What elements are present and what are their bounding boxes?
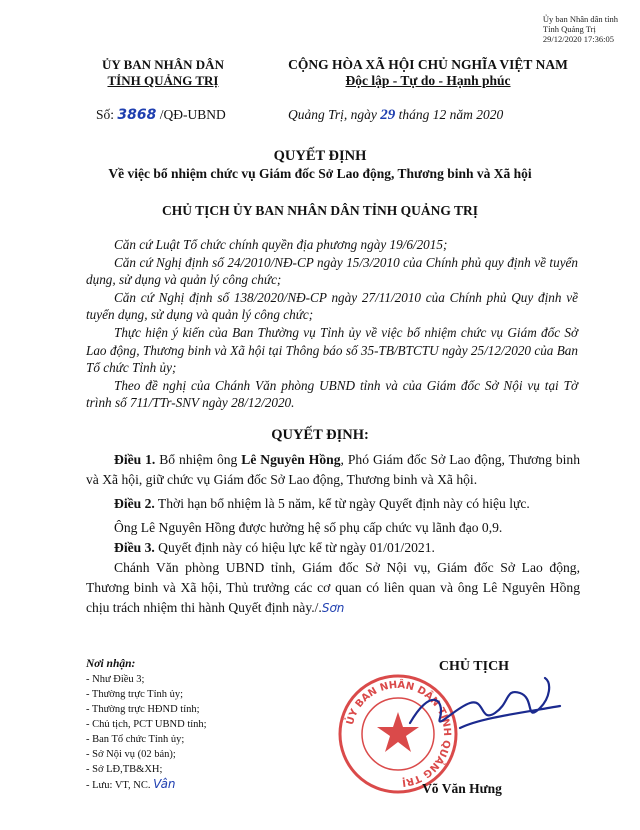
appointee-name: Lê Nguyên Hồng xyxy=(241,452,341,467)
article-2-label: Điều 2. xyxy=(114,496,155,511)
recipient-item: - Thường trực HĐND tỉnh; xyxy=(86,704,200,715)
legal-basis-item: Thực hiện ý kiến của Ban Thường vụ Tỉnh ủy về việc bổ nhiệm chức vụ Giám đốc Sở Lao động, Thương binh và Xã hội tại Thông báo số 35-TB/BTCTU ngày 25/12/2020 của Ban Tổ chức Tỉnh ủy; xyxy=(86,324,578,376)
stamp-line-1: Ủy ban Nhân dân tỉnh xyxy=(542,14,618,24)
legal-basis-item: Căn cứ Nghị định số 24/2010/NĐ-CP ngày 15/3/2010 của Chính phủ quy định về tuyển dụng, sử dụng và quản lý công chức; xyxy=(86,254,578,288)
legal-bases xyxy=(86,236,578,412)
article-3-extra xyxy=(86,558,580,618)
article-1-label: Điều 1. xyxy=(114,452,156,467)
doc-no-suffix: /QĐ-UBND xyxy=(159,107,226,122)
article-3-text: Quyết định này có hiệu lực kể từ ngày 01/01/2021. xyxy=(154,540,435,555)
article-2 xyxy=(86,494,580,514)
document-subject: Về việc bổ nhiệm chức vụ Giám đốc Sở Lao động, Thương binh và Xã hội xyxy=(108,166,532,181)
archive-initials: Vân xyxy=(153,777,176,791)
org-line-2: TỈNH QUẢNG TRỊ xyxy=(107,73,219,88)
recipient-item: - Như Điều 3; xyxy=(86,674,145,685)
decision-heading: QUYẾT ĐỊNH: xyxy=(271,427,369,443)
article-1 xyxy=(86,450,580,490)
doc-no-value: 3868 xyxy=(117,107,157,123)
legal-basis-item: Theo đề nghị của Chánh Văn phòng UBND tỉnh và của Giám đốc Sở Nội vụ tại Tờ trình số 711/TTr-SNV ngày 28/12/2020. xyxy=(86,377,578,411)
recipient-item-text: - Lưu: VT, NC. xyxy=(86,780,151,791)
signer-title: CHỦ TỊCH xyxy=(438,659,510,674)
issuing-authority xyxy=(88,57,238,89)
doc-no-prefix: Số: xyxy=(96,107,115,122)
recipient-item: - Ban Tổ chức Tỉnh ủy; xyxy=(86,734,185,745)
place-date xyxy=(288,107,503,124)
article-3-extra-text: Chánh Văn phòng UBND tỉnh, Giám đốc Sở Nội vụ, Giám đốc Sở Lao động, Thương binh và Xã hội, Thủ trưởng các cơ quan có liên quan và ông Lê Nguyên Hồng chịu trách nhiệm thi hành Quyết định này./. xyxy=(86,560,580,615)
place-date-day: 29 xyxy=(380,107,396,123)
document-number xyxy=(96,107,226,123)
org-line-1: ỦY BAN NHÂN DÂN xyxy=(102,57,224,72)
decision-articles xyxy=(86,450,580,618)
national-title xyxy=(258,57,598,89)
article-3 xyxy=(86,538,580,558)
article-2-extra: Ông Lê Nguyên Hồng được hưởng hệ số phụ cấp chức vụ lãnh đạo 0,9. xyxy=(114,520,503,535)
recipient-item: - Chủ tịch, PCT UBND tỉnh; xyxy=(86,719,207,730)
national-motto: Độc lập - Tự do - Hạnh phúc xyxy=(345,73,511,88)
signature-icon xyxy=(400,668,570,748)
handwritten-initials: Sơn xyxy=(321,601,345,615)
article-1-pre: Bổ nhiệm ông xyxy=(155,452,242,467)
place-date-prefix: Quảng Trị, ngày xyxy=(288,107,377,122)
recipient-item xyxy=(86,777,207,793)
stamp-line-2: Tỉnh Quảng Trị xyxy=(542,24,596,34)
article-1-post: , Phó Giám đốc Sở Lao động, Thương binh và Xã hội, giữ chức vụ Giám đốc Sở Lao động, Thương binh và Xã hội. xyxy=(86,452,580,487)
recipient-item: - Sở Nội vụ (02 bản); xyxy=(86,749,176,760)
stamp-line-3: 29/12/2020 17:36:05 xyxy=(542,34,614,44)
signer-name: Võ Văn Hưng xyxy=(422,781,502,796)
recipient-item: - Sở LĐ,TB&XH; xyxy=(86,764,163,775)
authority-title: CHỦ TỊCH ỦY BAN NHÂN DÂN TỈNH QUẢNG TRỊ xyxy=(161,203,479,218)
article-2-text: Thời hạn bổ nhiệm là 5 năm, kể từ ngày Quyết định này có hiệu lực. xyxy=(154,496,530,511)
recipient-item: - Thường trực Tỉnh ủy; xyxy=(86,689,184,700)
legal-basis-item: Căn cứ Luật Tổ chức chính quyền địa phương ngày 19/6/2015; xyxy=(114,237,448,252)
recipients-heading: Nơi nhận: xyxy=(86,658,136,670)
country-name: CỘNG HÒA XÃ HỘI CHỦ NGHĨA VIỆT NAM xyxy=(288,57,568,72)
recipients-list xyxy=(86,657,207,793)
place-date-suffix: tháng 12 năm 2020 xyxy=(398,107,504,122)
document-type-title: QUYẾT ĐỊNH xyxy=(273,148,367,164)
legal-basis-item: Căn cứ Nghị định số 138/2020/NĐ-CP ngày 27/11/2010 của Chính phủ Quy định về tuyển dụng, sử dụng và quản lý công chức; xyxy=(86,289,578,323)
digital-signature-stamp xyxy=(543,14,618,44)
article-3-label: Điều 3. xyxy=(114,540,155,555)
seal-text: ỦY BAN NHÂN DÂN TỈNH QUẢNG TRỊ xyxy=(344,679,453,788)
